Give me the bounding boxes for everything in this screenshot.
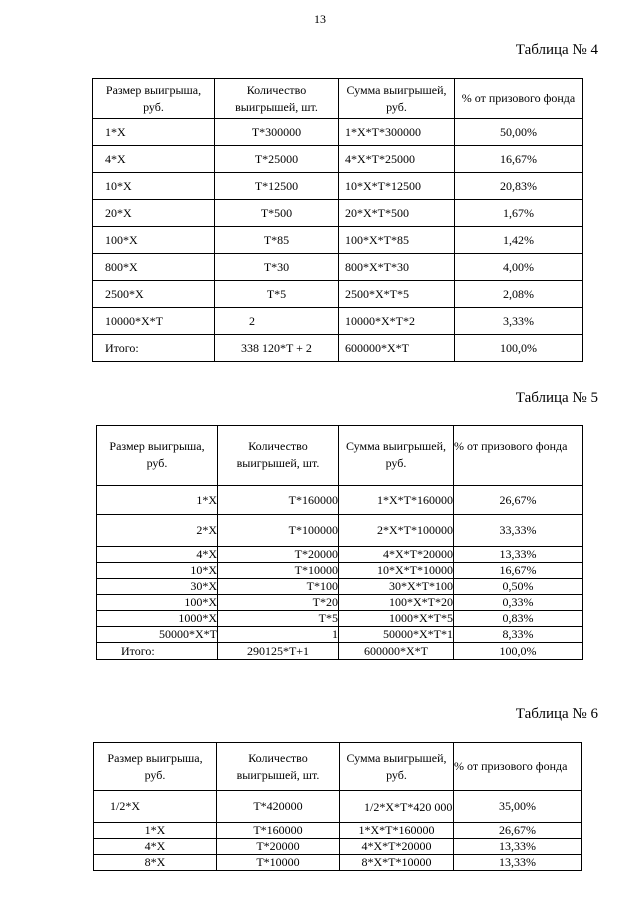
- cell-percent: 1,67%: [455, 200, 583, 227]
- header-prize-count: Количество выигрышей, шт.: [217, 743, 340, 791]
- table-row: [94, 791, 582, 823]
- cell-size: 2500*X: [93, 281, 215, 308]
- cell-count: T*20000: [218, 547, 339, 563]
- cell-count: T*10000: [217, 855, 340, 871]
- header-prize-sum: Сумма выигрышей, руб.: [339, 426, 454, 486]
- cell-count: T*300000: [215, 119, 339, 146]
- cell-sum: 100*X*T*20: [339, 595, 454, 611]
- cell-count: 2: [215, 308, 339, 335]
- cell-percent: 8,33%: [454, 627, 583, 643]
- table-row: [94, 839, 582, 855]
- cell-sum: 4*X*T*20000: [339, 547, 454, 563]
- table-row: [94, 823, 582, 839]
- cell-percent: 2,08%: [455, 281, 583, 308]
- cell-count: T*85: [215, 227, 339, 254]
- table-row: [93, 308, 583, 335]
- table-row: [97, 547, 583, 563]
- table-total-row: [97, 643, 583, 660]
- cell-percent: 13,33%: [454, 839, 582, 855]
- cell-count: T*420000: [217, 791, 340, 823]
- table-row: [97, 611, 583, 627]
- cell-size: 10000*X*T: [93, 308, 215, 335]
- table-6-caption: Таблица № 6: [515, 706, 598, 722]
- cell-size: 4*X: [93, 146, 215, 173]
- table-row: [94, 855, 582, 871]
- cell-count: T*25000: [215, 146, 339, 173]
- cell-percent: 0,33%: [454, 595, 583, 611]
- table-row: [93, 227, 583, 254]
- cell-size: 4*X: [94, 839, 217, 855]
- cell-sum: 10*X*T*10000: [339, 563, 454, 579]
- table-row: [93, 200, 583, 227]
- header-prize-percent: % от призового фонда: [455, 79, 583, 119]
- cell-total-count: 338 120*T + 2: [215, 335, 339, 362]
- cell-percent: 33,33%: [454, 515, 583, 547]
- cell-count: T*500: [215, 200, 339, 227]
- cell-count: T*12500: [215, 173, 339, 200]
- cell-percent: 1,42%: [455, 227, 583, 254]
- prize-table-5: [96, 425, 583, 660]
- cell-sum: 8*X*T*10000: [340, 855, 454, 871]
- cell-sum: 1*X*T*300000: [339, 119, 455, 146]
- table-row: [97, 486, 583, 515]
- cell-size: 50000*X*T: [97, 627, 218, 643]
- table-header-row: [94, 743, 582, 791]
- cell-sum: 800*X*T*30: [339, 254, 455, 281]
- cell-size: 4*X: [97, 547, 218, 563]
- cell-sum: 4*X*T*20000: [340, 839, 454, 855]
- cell-percent: 16,67%: [454, 563, 583, 579]
- cell-count: T*30: [215, 254, 339, 281]
- cell-count: T*100: [218, 579, 339, 595]
- cell-sum: 100*X*T*85: [339, 227, 455, 254]
- header-prize-count: Количество выигрышей, шт.: [218, 426, 339, 486]
- cell-count: T*20000: [217, 839, 340, 855]
- cell-total-percent: 100,0%: [455, 335, 583, 362]
- header-prize-size: Размер выигрыша, руб.: [94, 743, 217, 791]
- cell-count: 1: [218, 627, 339, 643]
- cell-sum: 2500*X*T*5: [339, 281, 455, 308]
- cell-sum: 1/2*X*T*420 000: [340, 791, 454, 823]
- cell-percent: 26,67%: [454, 823, 582, 839]
- cell-size: 2*X: [97, 515, 218, 547]
- table-row: [97, 579, 583, 595]
- cell-percent: 35,00%: [454, 791, 582, 823]
- cell-size: 1*X: [97, 486, 218, 515]
- cell-size: 10*X: [93, 173, 215, 200]
- table-row: [93, 173, 583, 200]
- cell-count: T*160000: [218, 486, 339, 515]
- cell-percent: 0,50%: [454, 579, 583, 595]
- cell-total-label: Итого:: [93, 335, 215, 362]
- cell-percent: 13,33%: [454, 855, 582, 871]
- cell-size: 100*X: [93, 227, 215, 254]
- cell-percent: 26,67%: [454, 486, 583, 515]
- cell-percent: 50,00%: [455, 119, 583, 146]
- cell-size: 100*X: [97, 595, 218, 611]
- table-total-row: [93, 335, 583, 362]
- table-4-caption: Таблица № 4: [515, 42, 598, 58]
- cell-sum: 1000*X*T*5: [339, 611, 454, 627]
- table-row: [93, 281, 583, 308]
- header-prize-size: Размер выигрыша, руб.: [97, 426, 218, 486]
- cell-size: 1/2*X: [94, 791, 217, 823]
- cell-sum: 50000*X*T*1: [339, 627, 454, 643]
- cell-count: T*20: [218, 595, 339, 611]
- cell-count: T*100000: [218, 515, 339, 547]
- cell-size: 20*X: [93, 200, 215, 227]
- cell-count: T*5: [218, 611, 339, 627]
- table-row: [97, 627, 583, 643]
- header-prize-count: Количество выигрышей, шт.: [215, 79, 339, 119]
- cell-percent: 3,33%: [455, 308, 583, 335]
- header-prize-percent: % от призового фонда: [454, 743, 582, 791]
- cell-total-sum: 600000*X*T: [339, 335, 455, 362]
- header-prize-percent: % от призового фонда: [454, 426, 583, 486]
- cell-sum: 4*X*T*25000: [339, 146, 455, 173]
- cell-size: 1*X: [94, 823, 217, 839]
- table-row: [93, 254, 583, 281]
- cell-size: 1000*X: [97, 611, 218, 627]
- cell-size: 10*X: [97, 563, 218, 579]
- cell-sum: 10*X*T*12500: [339, 173, 455, 200]
- header-prize-sum: Сумма выигрышей, руб.: [340, 743, 454, 791]
- cell-size: 30*X: [97, 579, 218, 595]
- cell-count: T*5: [215, 281, 339, 308]
- prize-table-4: [92, 78, 583, 362]
- cell-percent: 16,67%: [455, 146, 583, 173]
- cell-size: 1*X: [93, 119, 215, 146]
- cell-sum: 1*X*T*160000: [339, 486, 454, 515]
- header-prize-size: Размер выигрыша, руб.: [93, 79, 215, 119]
- cell-count: T*160000: [217, 823, 340, 839]
- cell-total-label: Итого:: [97, 643, 218, 660]
- table-header-row: [97, 426, 583, 486]
- cell-percent: 20,83%: [455, 173, 583, 200]
- table-header-row: [93, 79, 583, 119]
- header-prize-sum: Сумма выигрышей, руб.: [339, 79, 455, 119]
- table-row: [97, 515, 583, 547]
- cell-sum: 1*X*T*160000: [340, 823, 454, 839]
- page-number: 13: [314, 12, 326, 26]
- cell-percent: 4,00%: [455, 254, 583, 281]
- cell-sum: 20*X*T*500: [339, 200, 455, 227]
- cell-total-sum: 600000*X*T: [339, 643, 454, 660]
- table-5-caption: Таблица № 5: [515, 390, 598, 406]
- prize-table-6: [93, 742, 582, 871]
- table-row: [93, 119, 583, 146]
- cell-total-count: 290125*T+1: [218, 643, 339, 660]
- table-row: [97, 563, 583, 579]
- cell-percent: 13,33%: [454, 547, 583, 563]
- cell-sum: 30*X*T*100: [339, 579, 454, 595]
- cell-size: 800*X: [93, 254, 215, 281]
- cell-sum: 10000*X*T*2: [339, 308, 455, 335]
- cell-sum: 2*X*T*100000: [339, 515, 454, 547]
- cell-count: T*10000: [218, 563, 339, 579]
- table-row: [97, 595, 583, 611]
- cell-total-percent: 100,0%: [454, 643, 583, 660]
- table-row: [93, 146, 583, 173]
- cell-size: 8*X: [94, 855, 217, 871]
- cell-percent: 0,83%: [454, 611, 583, 627]
